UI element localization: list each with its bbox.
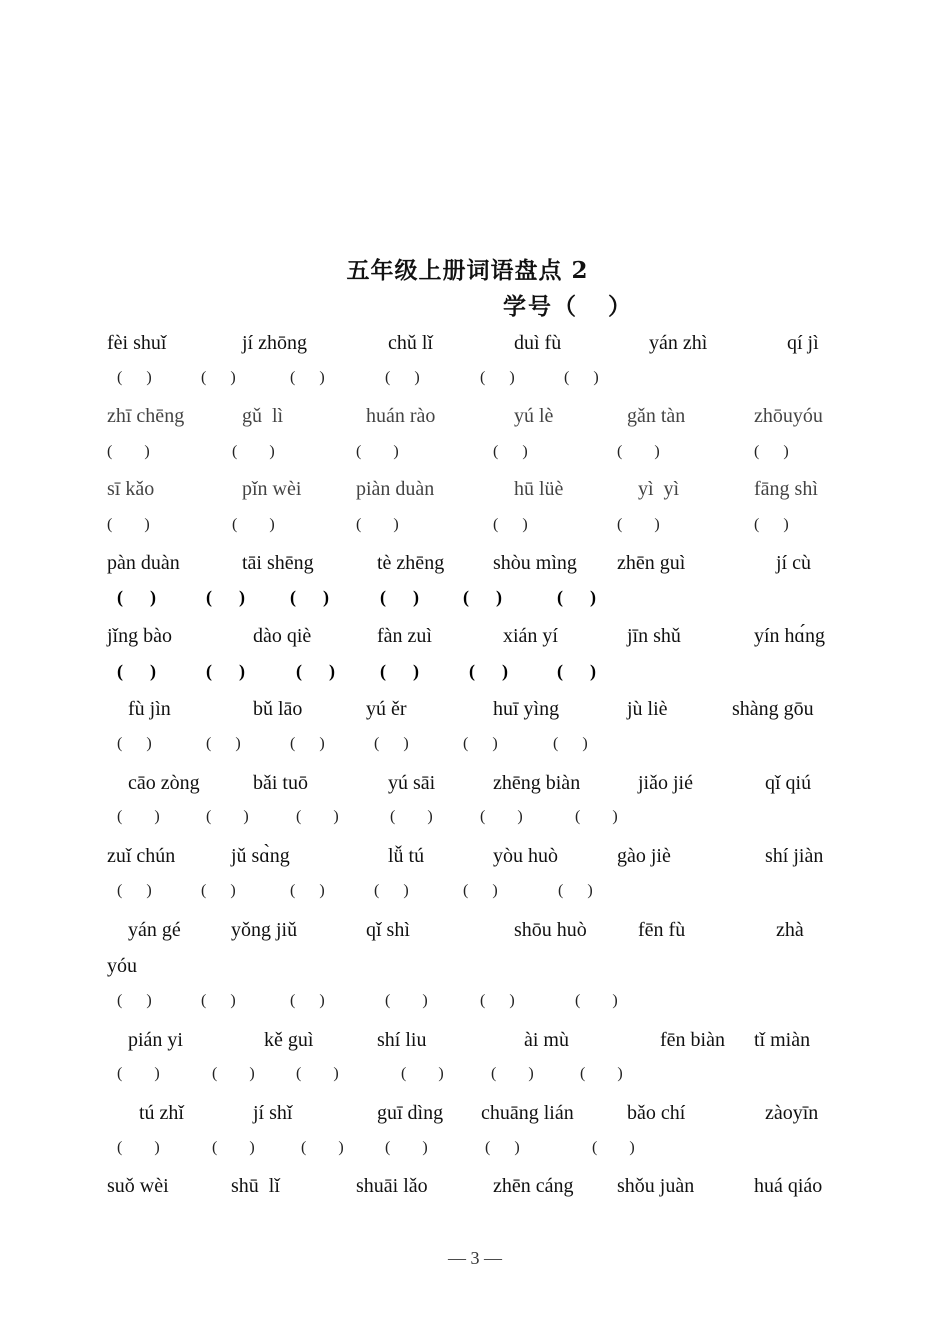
answer-blank[interactable]: ( ) bbox=[296, 1065, 339, 1082]
pinyin-word: bǎo chí bbox=[627, 1102, 686, 1124]
answer-blank[interactable]: ( ) bbox=[485, 1139, 520, 1156]
pinyin-word: kě guì bbox=[264, 1029, 314, 1051]
answer-blank[interactable]: ( ) bbox=[575, 992, 618, 1009]
pinyin-word: zhēn cáng bbox=[493, 1175, 574, 1197]
pinyin-word: shí liu bbox=[377, 1029, 427, 1051]
pinyin-word: tè zhēng bbox=[377, 552, 445, 574]
pinyin-row-1 bbox=[0, 330, 950, 360]
answer-blank[interactable]: ( ) bbox=[232, 516, 275, 533]
answer-blank[interactable]: ( ) bbox=[296, 661, 335, 681]
answer-blank[interactable]: ( ) bbox=[290, 992, 325, 1009]
pinyin-word: fèi shuǐ bbox=[107, 332, 167, 354]
pinyin-word: qǐ shì bbox=[366, 919, 410, 941]
answer-blank[interactable]: ( ) bbox=[356, 516, 399, 533]
answer-blank[interactable]: ( ) bbox=[232, 443, 275, 460]
answer-blank[interactable]: ( ) bbox=[356, 443, 399, 460]
answer-blank[interactable]: ( ) bbox=[206, 735, 241, 752]
pinyin-word: tāi shēng bbox=[242, 552, 314, 574]
pinyin-word: gǎn tàn bbox=[627, 405, 686, 427]
pinyin-word: shuāi lǎo bbox=[356, 1175, 428, 1197]
pinyin-word: shǒu juàn bbox=[617, 1175, 695, 1197]
answer-blank[interactable]: ( ) bbox=[117, 369, 152, 386]
answer-blank[interactable]: ( ) bbox=[290, 735, 325, 752]
answer-row-2 bbox=[0, 441, 950, 471]
answer-blank[interactable]: ( ) bbox=[617, 443, 660, 460]
pinyin-word: zhà bbox=[776, 919, 804, 941]
answer-blank[interactable]: ( ) bbox=[117, 1065, 160, 1082]
answer-row-5 bbox=[0, 660, 950, 690]
answer-blank[interactable]: ( ) bbox=[117, 882, 152, 899]
pinyin-row-2 bbox=[0, 403, 950, 433]
pinyin-word: chǔ lǐ bbox=[388, 332, 433, 354]
pinyin-word: yòu huò bbox=[493, 845, 558, 867]
pinyin-word: jí shǐ bbox=[253, 1102, 293, 1124]
answer-blank[interactable]: ( ) bbox=[480, 369, 515, 386]
pinyin-word: fēn biàn bbox=[660, 1029, 725, 1051]
pinyin-word: zhōuyóu bbox=[754, 405, 823, 427]
answer-blank[interactable]: ( ) bbox=[206, 808, 249, 825]
pinyin-word: qí jì bbox=[787, 332, 819, 354]
pinyin-word: jí zhōng bbox=[242, 332, 307, 354]
answer-blank[interactable]: ( ) bbox=[463, 587, 502, 607]
pinyin-word: yóu bbox=[107, 955, 137, 977]
answer-blank[interactable]: ( ) bbox=[558, 882, 593, 899]
answer-row-6 bbox=[0, 733, 950, 763]
answer-blank[interactable]: ( ) bbox=[557, 587, 596, 607]
answer-blank[interactable]: ( ) bbox=[463, 882, 498, 899]
pinyin-word: zhēn guì bbox=[617, 552, 686, 574]
answer-blank[interactable]: ( ) bbox=[592, 1139, 635, 1156]
pinyin-word: jǐng bào bbox=[107, 625, 172, 647]
pinyin-row-4 bbox=[0, 550, 950, 580]
pinyin-word: guī dìng bbox=[377, 1102, 444, 1124]
answer-blank[interactable]: ( ) bbox=[117, 735, 152, 752]
answer-blank[interactable]: ( ) bbox=[385, 992, 428, 1009]
answer-row-8 bbox=[0, 880, 950, 910]
pinyin-word: yín hɑ́ng bbox=[754, 625, 826, 647]
answer-blank[interactable]: ( ) bbox=[491, 1065, 534, 1082]
pinyin-word: shōu huò bbox=[514, 919, 587, 941]
pinyin-word: yú lè bbox=[514, 405, 554, 427]
pinyin-word: jīn shǔ bbox=[627, 625, 681, 647]
answer-blank[interactable]: ( ) bbox=[557, 661, 596, 681]
pinyin-word: fàn zuì bbox=[377, 625, 432, 647]
pinyin-word: yú sāi bbox=[388, 772, 436, 794]
answer-blank[interactable]: ( ) bbox=[117, 808, 160, 825]
pinyin-word: tǐ miàn bbox=[754, 1029, 811, 1051]
answer-blank[interactable]: ( ) bbox=[754, 443, 789, 460]
answer-blank[interactable]: ( ) bbox=[385, 1139, 428, 1156]
answer-blank[interactable]: ( ) bbox=[385, 369, 420, 386]
pinyin-word: qǐ qiú bbox=[765, 772, 812, 794]
pinyin-word: bǎi tuō bbox=[253, 772, 308, 794]
answer-blank[interactable]: ( ) bbox=[206, 661, 245, 681]
pinyin-row-6 bbox=[0, 696, 950, 726]
answer-blank[interactable]: ( ) bbox=[553, 735, 588, 752]
pinyin-word: piàn duàn bbox=[356, 478, 435, 500]
answer-blank[interactable]: ( ) bbox=[117, 587, 156, 607]
pinyin-row-10 bbox=[0, 1027, 950, 1057]
pinyin-word: yǒng jiǔ bbox=[231, 919, 298, 941]
answer-row-11 bbox=[0, 1137, 950, 1167]
pinyin-word: dào qiè bbox=[253, 625, 312, 647]
answer-row-4 bbox=[0, 586, 950, 616]
pinyin-word: chuāng lián bbox=[481, 1102, 574, 1124]
answer-blank[interactable]: ( ) bbox=[401, 1065, 444, 1082]
answer-row-1 bbox=[0, 367, 950, 397]
answer-blank[interactable]: ( ) bbox=[380, 661, 419, 681]
pinyin-row-12 bbox=[0, 1173, 950, 1203]
answer-row-7 bbox=[0, 806, 950, 836]
answer-blank[interactable]: ( ) bbox=[390, 808, 433, 825]
pinyin-word: zàoyīn bbox=[765, 1102, 819, 1124]
pinyin-word: pián yi bbox=[128, 1029, 183, 1051]
pinyin-row-9 bbox=[0, 917, 950, 947]
answer-blank[interactable]: ( ) bbox=[107, 516, 150, 533]
pinyin-word: yú ěr bbox=[366, 698, 407, 720]
pinyin-word: jí cù bbox=[776, 552, 811, 574]
pinyin-word: jù liè bbox=[627, 698, 668, 720]
answer-blank[interactable]: ( ) bbox=[201, 882, 236, 899]
answer-blank[interactable]: ( ) bbox=[493, 443, 528, 460]
page-title: 五年级上册词语盘点 2 bbox=[346, 257, 589, 284]
pinyin-word: huán rào bbox=[366, 405, 436, 427]
pinyin-word: huá qiáo bbox=[754, 1175, 823, 1197]
pinyin-word: shòu mìng bbox=[493, 552, 577, 574]
pinyin-word: ài mù bbox=[524, 1029, 569, 1051]
pinyin-word: suǒ wèi bbox=[107, 1175, 169, 1197]
answer-blank[interactable]: ( ) bbox=[463, 735, 498, 752]
pinyin-word: pǐn wèi bbox=[242, 478, 302, 500]
pinyin-word: lǚ tú bbox=[388, 845, 425, 867]
answer-row-10 bbox=[0, 1063, 950, 1093]
pinyin-word: jǔ sɑ̀ng bbox=[231, 845, 290, 867]
pinyin-word: xián yí bbox=[503, 625, 558, 647]
pinyin-word: cāo zòng bbox=[128, 772, 200, 794]
pinyin-word: duì fù bbox=[514, 332, 562, 354]
pinyin-row-7 bbox=[0, 770, 950, 800]
student-id-label: 学号（ ） bbox=[503, 293, 634, 320]
pinyin-word: fēn fù bbox=[638, 919, 686, 941]
answer-blank[interactable]: ( ) bbox=[617, 516, 660, 533]
pinyin-word: yì yì bbox=[638, 478, 680, 500]
pinyin-word: zuǐ chún bbox=[107, 845, 176, 867]
pinyin-word: gào jiè bbox=[617, 845, 671, 867]
answer-blank[interactable]: ( ) bbox=[290, 369, 325, 386]
answer-blank[interactable]: ( ) bbox=[580, 1065, 623, 1082]
pinyin-word: shū lǐ bbox=[231, 1175, 280, 1197]
pinyin-word: gǔ lì bbox=[242, 405, 284, 427]
answer-row-9 bbox=[0, 990, 950, 1020]
answer-blank[interactable]: ( ) bbox=[374, 735, 409, 752]
pinyin-word: bǔ lāo bbox=[253, 698, 303, 720]
answer-blank[interactable]: ( ) bbox=[575, 808, 618, 825]
pinyin-word: shàng gōu bbox=[732, 698, 814, 720]
pinyin-word: hū lüè bbox=[514, 478, 564, 500]
answer-blank[interactable]: ( ) bbox=[296, 808, 339, 825]
answer-blank[interactable]: ( ) bbox=[564, 369, 599, 386]
page-number: — 3 — bbox=[448, 1248, 502, 1268]
answer-blank[interactable]: ( ) bbox=[117, 992, 152, 1009]
answer-blank[interactable]: ( ) bbox=[107, 443, 150, 460]
answer-blank[interactable]: ( ) bbox=[212, 1139, 255, 1156]
answer-blank[interactable]: ( ) bbox=[380, 587, 419, 607]
pinyin-word: fāng shì bbox=[754, 478, 818, 500]
answer-blank[interactable]: ( ) bbox=[469, 661, 508, 681]
answer-blank[interactable]: ( ) bbox=[117, 1139, 160, 1156]
pinyin-row-8 bbox=[0, 843, 950, 873]
answer-blank[interactable]: ( ) bbox=[201, 369, 236, 386]
pinyin-word: pàn duàn bbox=[107, 552, 180, 574]
pinyin-row-3 bbox=[0, 476, 950, 506]
answer-blank[interactable]: ( ) bbox=[374, 882, 409, 899]
answer-blank[interactable]: ( ) bbox=[480, 992, 515, 1009]
pinyin-row-5 bbox=[0, 623, 950, 653]
pinyin-word: tú zhǐ bbox=[139, 1102, 184, 1124]
answer-row-3 bbox=[0, 514, 950, 544]
answer-blank[interactable]: ( ) bbox=[754, 516, 789, 533]
pinyin-word: yán gé bbox=[128, 919, 181, 941]
answer-blank[interactable]: ( ) bbox=[301, 1139, 344, 1156]
pinyin-word: yán zhì bbox=[649, 332, 708, 354]
pinyin-word: zhēng biàn bbox=[493, 772, 581, 794]
pinyin-word: jiǎo jié bbox=[638, 772, 693, 794]
answer-blank[interactable]: ( ) bbox=[493, 516, 528, 533]
pinyin-row-9-wrap bbox=[0, 953, 950, 983]
pinyin-row-11 bbox=[0, 1100, 950, 1130]
answer-blank[interactable]: ( ) bbox=[480, 808, 523, 825]
pinyin-word: sī kǎo bbox=[107, 478, 155, 500]
pinyin-word: shí jiàn bbox=[765, 845, 824, 867]
answer-blank[interactable]: ( ) bbox=[290, 587, 329, 607]
answer-blank[interactable]: ( ) bbox=[212, 1065, 255, 1082]
pinyin-word: zhī chēng bbox=[107, 405, 185, 427]
answer-blank[interactable]: ( ) bbox=[206, 587, 245, 607]
answer-blank[interactable]: ( ) bbox=[290, 882, 325, 899]
answer-blank[interactable]: ( ) bbox=[201, 992, 236, 1009]
pinyin-word: huī yìng bbox=[493, 698, 560, 720]
answer-blank[interactable]: ( ) bbox=[117, 661, 156, 681]
pinyin-word: fù jìn bbox=[128, 698, 171, 720]
